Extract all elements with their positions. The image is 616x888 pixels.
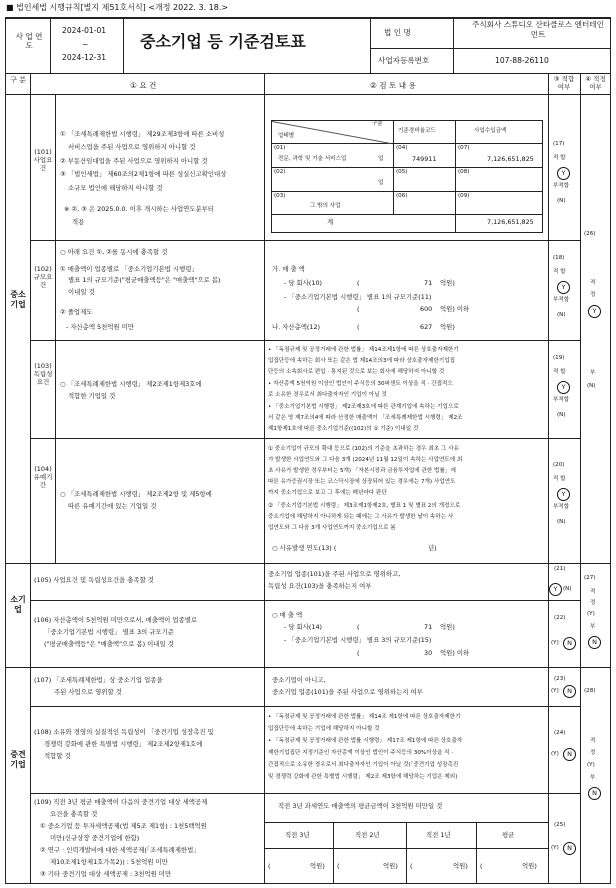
s102-req-1: ○ 아래 요건 ①, ②를 동시에 충족할 것 (60, 248, 168, 256)
tbl-r1-no: (01) (274, 145, 286, 151)
s108-rev-2: 업집단등에 속하는 기업에 해당하지 아니할 것 (268, 726, 380, 732)
page-title: 중소기업 등 기준검토표 (140, 32, 306, 51)
s102-rev-own-open: ( (357, 279, 360, 287)
fit-23-n-circled[interactable]: N (563, 685, 576, 698)
fit-20-y-circled[interactable]: Y (557, 488, 570, 501)
s102-req-6: - 자산총액 5천억원 미만 (66, 323, 135, 331)
s103-req-2: 적합한 기업일 것 (68, 392, 116, 400)
s103-rev-8: 제1항제1호에 따른 중소기업기준((102)의 ① 기준) 이내일 것 (268, 426, 419, 432)
s102-req-3: 별표 1의 규모기준("평균매출액등"은 "매출액"으로 봄) (68, 276, 221, 284)
s107-req-2: 주된 사업으로 영위할 것 (54, 688, 122, 696)
s109-req-5: ② 연구 · 인력개발비에 대한 세액공제(「조세특례제한법」 (40, 846, 200, 854)
fit-23-y[interactable]: (Y) (551, 688, 559, 694)
fit-25-y[interactable]: (Y) (551, 845, 559, 851)
biz-no: 107-88-26110 (495, 56, 549, 65)
s102-rev-std-open: ( (357, 305, 360, 313)
s106-rev-own-val: 71 (424, 623, 433, 631)
tbl-r3-ano: (09) (458, 193, 470, 199)
s109-unit-3-open: ( (410, 862, 413, 870)
s109-req-7: ③ 기타 중견기업 대상 세액공제 : 3천억원 미만 (40, 870, 172, 878)
fit-20-fail: 부적합 (553, 504, 570, 510)
s103-rev-7: 서 같은 영 제7조의4에 따라 산정한 매출액이 「조세특례제한법 시행령」 제2조 (268, 415, 463, 421)
tbl-h-industry: 업태별 (278, 133, 295, 139)
fit-17-n[interactable]: (N) (557, 198, 566, 204)
tbl-r1-name: 전문, 과학 및 기술 서비스업 (278, 156, 347, 162)
fit-18-no: (18) (553, 255, 565, 261)
s109-col-1: 직전 3년 (285, 831, 310, 839)
s104-req-2: 따른 유예기간에 있는 기업일 것 (68, 502, 157, 510)
s109-req-2: 요건을 충족할 것 (50, 810, 98, 818)
s103-req-1: ○ 「조세특례제한법 시행령」 제2조제1항제3호에 (60, 380, 202, 388)
s106-rev-own-unit: 억원) (440, 623, 455, 631)
s106-rev-std-open: ( (357, 649, 360, 657)
tbl-h-amount: 사업수입금액 (474, 128, 507, 134)
s109-req-6: 제10조제1항제1호가목2)) : 5천억원 미만 (50, 858, 168, 866)
fit-28-y[interactable]: (Y) (587, 762, 595, 768)
tbl-r2-ano: (08) (458, 169, 470, 175)
s101-req-5: 소규모 법인에 해당하지 아니할 것 (68, 184, 163, 192)
s109-unit-3: 억원) (453, 862, 468, 870)
s101-req-2: 서비스업을 주된 사업으로 영위하지 아니할 것 (68, 143, 196, 151)
s109-unit-2: 억원) (383, 862, 398, 870)
fit-25-n-circled[interactable]: N (563, 842, 576, 855)
fit-17-fail: 부적합 (553, 183, 570, 189)
s102-rev-std: - 「중소기업기본법 시행령」 별표 1의 규모기준(11) (284, 293, 432, 301)
s106-rev-own: - 당 회사(14) (284, 623, 323, 631)
s102-rev-std-val: 600 (420, 305, 433, 313)
fit-28-no: (28) (584, 688, 596, 694)
s103-rev-3: 단등의 소속회사로 편입 · 통지된 것으로 보는 회사에 해당하지 아니할 것 (268, 369, 445, 375)
s102-rev-std-unit: 억원) 이하 (440, 305, 470, 313)
fit-26-no-label: 부 (590, 370, 596, 376)
fit-26-yes: 적 (590, 280, 596, 286)
s102-req-4: 이내일 것 (68, 288, 95, 296)
s109-req-1: (109) 직전 3년 평균 매출액이 다음의 중견기업 대상 세액공제 (34, 798, 208, 806)
fit-17-pass: 적 합 (553, 155, 566, 161)
s108-rev-6: 및 경쟁력 강화에 관한 특별법 시행령」 제2조 제3항에 해당하는 기업은 제외) (268, 774, 458, 780)
fit-28-n-circled[interactable]: N (588, 787, 601, 800)
s104-rev-year-unit: 년) (428, 544, 437, 552)
tbl-r1-ano: (07) (458, 145, 470, 151)
tbl-r1-amt: 7,126,651,825 (487, 155, 534, 163)
s102-req-5: ② 졸업제도 (60, 308, 93, 316)
s102-rev-own-unit: 억원) (440, 279, 455, 287)
s109-rev-title: 직전 3년 과세연도 매출액의 평균금액이 3천억원 미만일 것 (278, 802, 443, 810)
date-to: 2024-12-31 (62, 53, 107, 62)
tbl-total-label: 계 (327, 218, 334, 226)
s108-rev-3: • 「독점규제 및 공정거래에 관한 법률 시행령」 제17조 제1항에 따른 상호출자 (268, 738, 463, 744)
tbl-total-amt: 7,126,651,825 (487, 218, 534, 226)
s101-label: (101) 사업요건 (33, 148, 53, 173)
col-fit: ③ 적합 여부 (553, 75, 575, 92)
s101-req-3: ② 부동산임대업을 주된 사업으로 영위하지 아니할 것 (60, 157, 208, 165)
s108-rev-1: • 「독점규제 및 공정거래에 관한 법률」 제14조 제1항에 따른 상호출자제한기 (268, 714, 461, 720)
tbl-r3-no: (03) (274, 193, 286, 199)
fit-21-y-circled[interactable]: Y (549, 583, 562, 596)
s109-col-2: 직전 2년 (355, 831, 380, 839)
fit-27-yes2: 정 (590, 600, 596, 606)
tbl-h-gubun: 구분 (372, 121, 383, 127)
s109-req-4: 미만(신규상장 중견기업에 한함) (50, 834, 140, 842)
s109-col-3: 직전 1년 (426, 831, 451, 839)
fit-19-fail: 부적합 (553, 397, 570, 403)
s106-rev-own-open: ( (357, 623, 360, 631)
tbl-r3-cno: (06) (396, 193, 408, 199)
fit-26-no: (26) (584, 231, 596, 237)
tbl-r1-cno: (04) (396, 145, 408, 151)
s108-rev-4: 제한기업집단 지정기준인 자산총액 이상인 법인이 주식등의 30%이상을 직 · (268, 750, 454, 756)
fit-20-pass: 적 합 (553, 476, 566, 482)
s104-rev-8: 업연도와 그 다음 3개 사업연도까지 중소기업으로 봄 (268, 525, 396, 531)
fit-21-no: (21) (554, 566, 566, 572)
fit-22-y[interactable]: (Y) (551, 640, 559, 646)
fit-22-n-circled[interactable]: N (563, 637, 576, 650)
s103-rev-6: • 「중소기업기본법 시행령」 제2조제3호에 따른 관계기업에 속하는 기업으로 (268, 404, 459, 410)
fit-25-no: (25) (554, 822, 566, 828)
fit-27-n-circled[interactable]: N (588, 636, 601, 649)
fit-18-pass: 적 합 (553, 269, 566, 275)
tbl-r3-name: 그 밖의 사업 (310, 203, 341, 209)
fit-28-yes2: 정 (590, 750, 596, 756)
fit-24-no: (24) (554, 730, 566, 736)
fit-19-no: (19) (553, 355, 565, 361)
fit-27-y[interactable]: (Y) (587, 611, 595, 617)
s104-rev-3: 초 사유가 발생한 경우부터는 5개) 「자본시장과 금융투자업에 관한 법률」에 (268, 468, 456, 474)
s108-rev-5: 간접적으로 소유한 경우로서 최다출자자인 기업이 아닐 것(「중견기업 성장촉진 (268, 762, 459, 768)
s104-rev-1: ① 중소기업이 규모의 확대 등으로 (102)의 기준을 초과하는 경우 최초 그 사유 (268, 446, 459, 452)
fit-19-n[interactable]: (N) (557, 412, 566, 418)
s106-rev-std-unit: 억원) 이하 (440, 649, 470, 657)
s109-unit-4: 억원) (522, 862, 537, 870)
s102-rev-title: 가. 매 출 액 (272, 265, 305, 273)
s104-req-1: ○ 「조세특례제한법 시행령」 제2조제2항 및 제5항에 (60, 490, 212, 498)
s103-rev-4: • 자산총액 5천억원 이상인 법인이 주식등의 30퍼센트 이상을 직 · 간접적으 (268, 381, 453, 387)
s102-rev-asset: 나. 자산총액(12) (272, 323, 321, 331)
fit-20-n[interactable]: (N) (557, 519, 566, 525)
corp-name: 주식회사 스튜디오 산타클로스 엔터테인먼트 (472, 20, 604, 40)
col-review: ② 검 토 내 용 (370, 81, 416, 90)
date-from: 2024-01-01 (62, 26, 107, 35)
year-label: 사 업 연 도 (15, 32, 43, 51)
s102-rev-asset-open: ( (357, 323, 360, 331)
fit-19-pass: 적 합 (553, 369, 566, 375)
fit-23-no: (23) (554, 676, 566, 682)
s104-rev-year: ○ 사유발생 연도(13) ( (272, 544, 337, 552)
fit-27-no-label: 부 (590, 624, 596, 630)
category-mid: 중견기업 (10, 750, 26, 769)
s103-rev-1: • 「독점규제 및 공정거래에 관한 법률」 제14조제1항에 따른 상호출자제한기 (268, 347, 459, 353)
s105-rev-1: 중소기업 업종(101)을 주된 사업으로 영위하고, (268, 570, 401, 578)
fit-22-no: (22) (554, 615, 566, 621)
s102-req-2: ① 매출액이 업종별로 「중소기업기본법 시행령」 (60, 265, 198, 273)
s109-req-3: ① 중소기업 등 투자세액공제(법 제5조 제1항) : 1천5백억원 (40, 822, 207, 830)
s106-req-2: 「중소기업기본법 시행령」 별표 3의 규모기준 (44, 628, 174, 636)
s109-unit-1-open: ( (268, 862, 271, 870)
tbl-r2-suffix: 업 (378, 180, 384, 186)
s106-rev-std-val: 30 (424, 649, 433, 657)
s109-unit-2-open: ( (337, 862, 340, 870)
s108-req-2: 경쟁력 강화에 관한 특별법 시행령」 제2조제2항제1호에 (44, 740, 203, 748)
s101-req-4: ③ 「법인세법」 제60조의2제1항에 따른 성실신고확인대상 (60, 170, 227, 178)
fit-19-y-circled[interactable]: Y (557, 381, 570, 394)
s109-col-4: 평균 (502, 831, 515, 839)
s106-rev-std: - 「중소기업기본법 시행령」 별표 3의 규모기준(15) (284, 636, 432, 644)
fit-21-n[interactable]: (N) (563, 586, 572, 592)
tbl-r1-suffix: 업 (378, 156, 384, 162)
s107-req-1: (107) 「조세특례제한법」상 중소기업 업종을 (34, 676, 163, 684)
s109-unit-4-open: ( (480, 862, 483, 870)
s105-rev-2: 독립성 요건(103)을 충족하는지 여부 (268, 582, 372, 590)
s103-label: (103) 독립성요건 (33, 362, 53, 387)
s102-rev-own-val: 71 (424, 279, 433, 287)
date-tilde: ~ (82, 40, 89, 49)
s104-rev-6: ② 「중소기업기본법 시행령」 제3조제1항제2호, 별표 1 및 별표 2의 개정으로 (268, 503, 461, 509)
fit-18-y-circled[interactable]: Y (557, 281, 570, 294)
tbl-r2-cno: (05) (396, 169, 408, 175)
fit-28-yes: 적 (590, 738, 596, 744)
fit-27-yes: 적 (590, 589, 596, 595)
s101-req-6: ※ ②, ③ 은 2025.0.0. 이후 개시하는 사업연도분부터 (64, 205, 214, 213)
tbl-r2-no: (02) (274, 169, 286, 175)
fit-18-fail: 부적합 (553, 297, 570, 303)
s103-rev-2: 업집단등에 속하는 회사 또는 같은 법 제14조의3에 따라 상호출자제한기업집 (268, 358, 456, 364)
fit-18-n[interactable]: (N) (557, 312, 566, 318)
biz-no-label: 사업자등록번호 (378, 56, 430, 65)
tbl-h-code: 기준경비율코드 (398, 128, 436, 134)
col-requirement: ① 요 건 (130, 81, 157, 90)
s104-rev-5: 까지 중소기업으로 보고 그 후에는 매년마다 판단 (268, 490, 387, 496)
fit-17-y-circled[interactable]: Y (557, 167, 570, 180)
s108-req-3: 적합할 것 (44, 752, 71, 760)
s104-rev-7: 중소기업에 해당하지 아니하게 되는 때에는 그 사유가 발생한 날이 속하는 사 (268, 514, 454, 520)
col-fit-yn: ④ 적정 여부 (585, 75, 606, 92)
category-small: 소기업 (10, 595, 26, 614)
category-sme: 중소기업 (10, 290, 26, 309)
s102-rev-own: - 당 회사(10) (284, 279, 323, 287)
fit-24-y[interactable]: (Y) (551, 751, 559, 757)
s106-req-3: ("평균매출액등"은 "매출액"으로 봄) 이내일 것 (44, 640, 174, 648)
s109-unit-1: 억원) (310, 862, 325, 870)
col-gubun: 구 분 (10, 76, 26, 84)
s102-rev-asset-val: 627 (420, 323, 433, 331)
s107-rev-2: 중소기업 업종(101)을 주된 사업으로 영위하는지 여부 (272, 688, 423, 696)
s101-req-1: ① 「조세특례제한법 시행령」 제29조제3항에 따른 소비성 (60, 130, 225, 138)
s104-rev-4: 따른 유가증권시장 또는 코스닥시장에 상장되어 있는 경우에는 7개) 사업연도 (268, 479, 456, 485)
fit-26-y-circled[interactable]: Y (588, 305, 601, 318)
corp-name-label: 법 인 명 (384, 28, 411, 37)
s106-rev-title: ○ 매 출 액 (272, 611, 303, 619)
fit-17-no: (17) (553, 141, 565, 147)
fit-27-no: (27) (584, 575, 596, 581)
fit-26-yes2: 정 (590, 292, 596, 298)
s106-req-1: (106) 자산총액이 5천억원 미만으로서, 매출액이 업종별로 (34, 616, 198, 624)
fit-28-no-label: 부 (590, 775, 596, 781)
s107-rev-1: 중소기업이 아니고, (272, 676, 326, 684)
s104-rev-2: 가 발생한 사업연도와 그 다음 3개 (2024년 11월 12일이 속하는 사업연도에 최 (268, 457, 463, 463)
s108-req-1: (108) 소유와 경영의 실질적인 독립성이 「중견기업 성장촉진 및 (34, 728, 214, 736)
fit-20-no: (20) (553, 462, 565, 468)
s102-label: (102) 규모요건 (33, 265, 53, 290)
s101-req-7: 적용 (72, 218, 85, 226)
s104-label: (104) 유예기간 (33, 465, 53, 490)
form-reference-note: ■ 법인세법 시행규칙[별지 제51호서식] <개정 2022. 3. 18.> (6, 3, 229, 12)
s102-rev-asset-unit: 억원) (440, 323, 455, 331)
tbl-r1-code: 749911 (412, 155, 437, 163)
fit-26-n[interactable]: (N) (587, 383, 596, 389)
s103-rev-5: 로 소유한 경우로서 최다출자자인 기업이 아닐 것 (268, 392, 387, 398)
s105-req: (105) 사업요건 및 독립성요건을 충족할 것 (34, 576, 154, 584)
fit-24-n-circled[interactable]: N (563, 748, 576, 761)
